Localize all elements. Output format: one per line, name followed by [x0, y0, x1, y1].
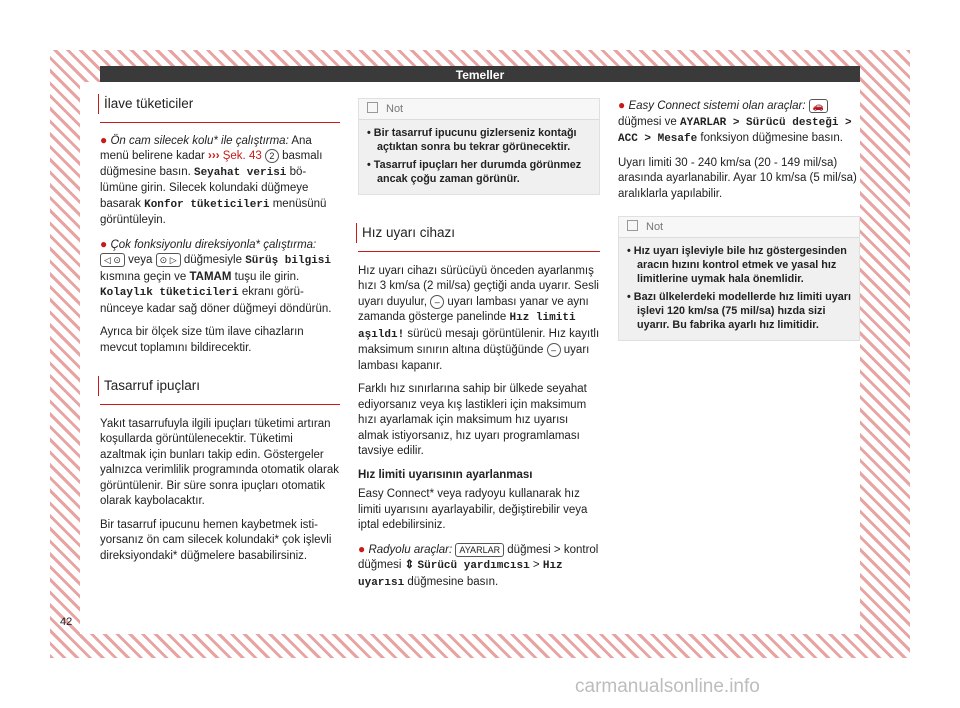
menu-term: Konfor tüketicileri	[144, 198, 270, 211]
text: Tasarruf ipuçları her durumda görünmez ancak çoğu zaman görünür.	[373, 159, 582, 185]
paragraph	[358, 264, 600, 375]
speed-warning-icon: –	[547, 343, 561, 357]
note-item: • Bir tasarruf ipucunu gizlerseniz kontağı açtıktan sonra bu tekrar görünecektir.	[367, 127, 577, 153]
note-list	[619, 244, 859, 332]
page-header: Temeller	[100, 66, 860, 84]
callout-number: 2	[265, 149, 279, 163]
section-heading	[100, 96, 340, 123]
text: düğmesi ve	[618, 115, 681, 128]
bullet-icon: ●	[100, 236, 108, 251]
text: uyarı lambası kapanır.	[358, 344, 590, 372]
menu-term: Kolaylık tüketicileri	[100, 287, 239, 299]
button-term: TAMAM	[189, 270, 232, 283]
text: Bazı ülkelerdeki modellerde hız limiti uyarı işlevi 120 km/sa (75 mil/sa) hızda sizi uyarır. Bu fabrika ayarlı hız limitidir.	[633, 291, 851, 331]
section-heading	[358, 225, 600, 252]
paragraph: Uyarı limiti 30 - 240 km/sa (20 - 149 mil/sa) arasında ayarlanabilir. Ayar 10 km/sa (5 mil/sa) aralıklarla yapılabilir.	[618, 156, 857, 200]
note-item: • Hız uyarı işleviyle bile hız göstergesinden aracın hızını kontrol etmek ve yasal hız limitlerine uymak hala önemlidir.	[627, 245, 847, 285]
text: basmalı düğmesine basın.	[100, 150, 323, 178]
arrow-icon: ›››	[208, 150, 220, 162]
text: sürücü mesajı görüntülenir. Hız kayıtlı maksimum sınırın altına düştüğünde	[358, 327, 600, 356]
note-header	[619, 217, 859, 238]
lead-text: Ön cam silecek kolu* ile çalıştırma:	[110, 134, 289, 147]
menu-term: AYARLAR > Sürücü desteği > ACC > Mesafe	[618, 116, 852, 145]
text: >	[529, 559, 543, 571]
text: menüsünü görüntüleyin.	[100, 197, 327, 226]
menu-term: Sürücü yardımcısı	[417, 560, 530, 572]
menu-term: Seyahat verisi	[193, 166, 287, 179]
paragraph: Ayrıca bir ölçek size tüm ilave cihazların mevcut toplamını bildirecektir.	[100, 326, 304, 354]
text: tuşu ile girin.	[231, 270, 300, 283]
driver-message: Hız limiti aşıldı!	[358, 312, 576, 341]
bullet-paragraph: ● Radyolu araçlar: AYARLAR düğmesi > kontrol düğmesi ⇕ Sürücü yardımcısı > Hız uyarısı düğmesine basın.	[358, 541, 599, 589]
text: Hız uyarı işleviyle bile hız göstergesinden aracın hızını kontrol etmek ve yasal hız limitlerine uymak hala önemlidir.	[633, 245, 847, 285]
text: Ana menü belirene kadar	[100, 134, 312, 162]
car-icon: 🚗	[809, 99, 828, 113]
note-item: • Tasarruf ipuçları her durumda görünmez ancak çoğu zaman görünür.	[367, 159, 582, 185]
text: ekranı görününceye kadar sağ döner düğmeyi döndürün.	[100, 286, 332, 315]
bullet-icon: ●	[100, 132, 108, 147]
page-body	[80, 82, 860, 634]
note-box	[358, 98, 600, 195]
text: Hız uyarı cihazı sürücüyü önceden ayarlanmış hızı 3 km/sa (2 mil/sa) geçtiği anda uyarır. Sesli uyarı duyulur,	[358, 264, 599, 308]
section-title: Tasarruf ipuçları	[104, 378, 201, 393]
lead-text: Easy Connect sistemi olan araçlar	[628, 100, 803, 112]
section-heading	[100, 378, 340, 405]
section-title: Hız uyarı cihazı	[362, 225, 456, 240]
note-item: • Bazı ülkelerdeki modellerde hız limiti uyarı işlevi 120 km/sa (75 mil/sa) hızda sizi uyarır. Bu fabrika ayarlı hız limitidir.	[627, 291, 851, 331]
bullet-icon: ●	[618, 98, 626, 112]
speed-warning-icon: –	[430, 295, 444, 309]
lead-text: Radyolu araçlar	[368, 543, 449, 556]
subheading: Hız limiti uyarısının ayarlanması	[358, 468, 533, 481]
note-header	[359, 99, 599, 120]
bullet-paragraph	[100, 237, 340, 318]
column-2	[358, 82, 600, 591]
info-icon	[367, 102, 378, 113]
paragraph: Bir tasarruf ipucunu hemen kaybetmek istiyorsanız ön cam silecek kolundaki* çok işlevli direksiyondaki* düğmelere basabilirsiniz.	[100, 518, 332, 562]
bullet-icon: ●	[358, 541, 366, 556]
watermark: carmanualsonline.info	[575, 676, 760, 697]
paragraph: Yakıt tasarrufuyla ilgili ipuçları tüketimi artıran koşullarda görüntülenecektir. Tüketimi azaltmak için bunları takip edin. Göstergeler yalnızca verimlilik programında otomatik olarak görüntülenir. Bir süre sonra ipuçları otomatik olarak kaybolacaktır.	[100, 417, 340, 507]
note-box	[618, 216, 860, 341]
paragraph: Easy Connect* veya radyoyu kullanarak hız limiti uyarısını ayarlayabilir, değiştirebilir veya iptal edebilirsiniz.	[358, 488, 588, 531]
info-icon	[627, 220, 638, 231]
text: fonksiyon düğmesine basın.	[697, 132, 843, 144]
updown-icon: ⇕	[404, 559, 415, 571]
bullet-paragraph: ● Easy Connect sistemi olan araçlar: 🚗 düğmesi ve AYARLAR > Sürücü desteği > ACC > Mesafe fonksiyon düğmesine basın.	[618, 98, 852, 145]
paragraph: Farklı hız sınırlarına sahip bir ülkede seyahat ediyorsanız veya kış lastikleri için maksimum hızı ayarlamak için maksimum hız uyarısı almak istiyorsanız, hız uyarı programlaması tavsiye edilir.	[358, 383, 587, 457]
settings-key: AYARLAR	[455, 543, 504, 557]
bullet-paragraph	[100, 133, 340, 229]
text: kısmına geçin ve	[100, 270, 190, 283]
left-button-icon: ◁ ⊙	[100, 253, 125, 267]
page-number: 42	[60, 616, 73, 628]
text: bölümüne girin. Silecek kolundaki düğmeye basarak	[100, 165, 309, 210]
note-label: Not	[386, 103, 404, 115]
section-title: İlave tüketiciler	[104, 96, 194, 111]
lead-text: Çok fonksiyonlu direksiyonla* çalıştırma:	[110, 238, 317, 251]
text: düğmesine basın.	[404, 575, 499, 588]
column-1	[100, 82, 340, 564]
right-button-icon: ⊙ ▷	[156, 253, 181, 267]
text: uyarı lambası yanar ve aynı zamanda gösterge panelinde	[358, 295, 589, 323]
text: veya	[124, 254, 156, 266]
text: Bir tasarruf ipucunu gizlerseniz kontağı açtıktan sonra bu tekrar görünecektir.	[373, 127, 577, 153]
figure-ref-link[interactable]: Şek. 43	[219, 150, 265, 162]
menu-term: Sürüş bilgisi	[245, 255, 332, 267]
note-list	[359, 126, 599, 186]
note-label: Not	[646, 221, 664, 233]
column-3	[618, 82, 860, 341]
text: düğmesi > kontrol düğmesi	[358, 543, 599, 571]
menu-term: Hız uyarısı	[358, 560, 563, 589]
text: düğmesiyle	[180, 254, 246, 266]
